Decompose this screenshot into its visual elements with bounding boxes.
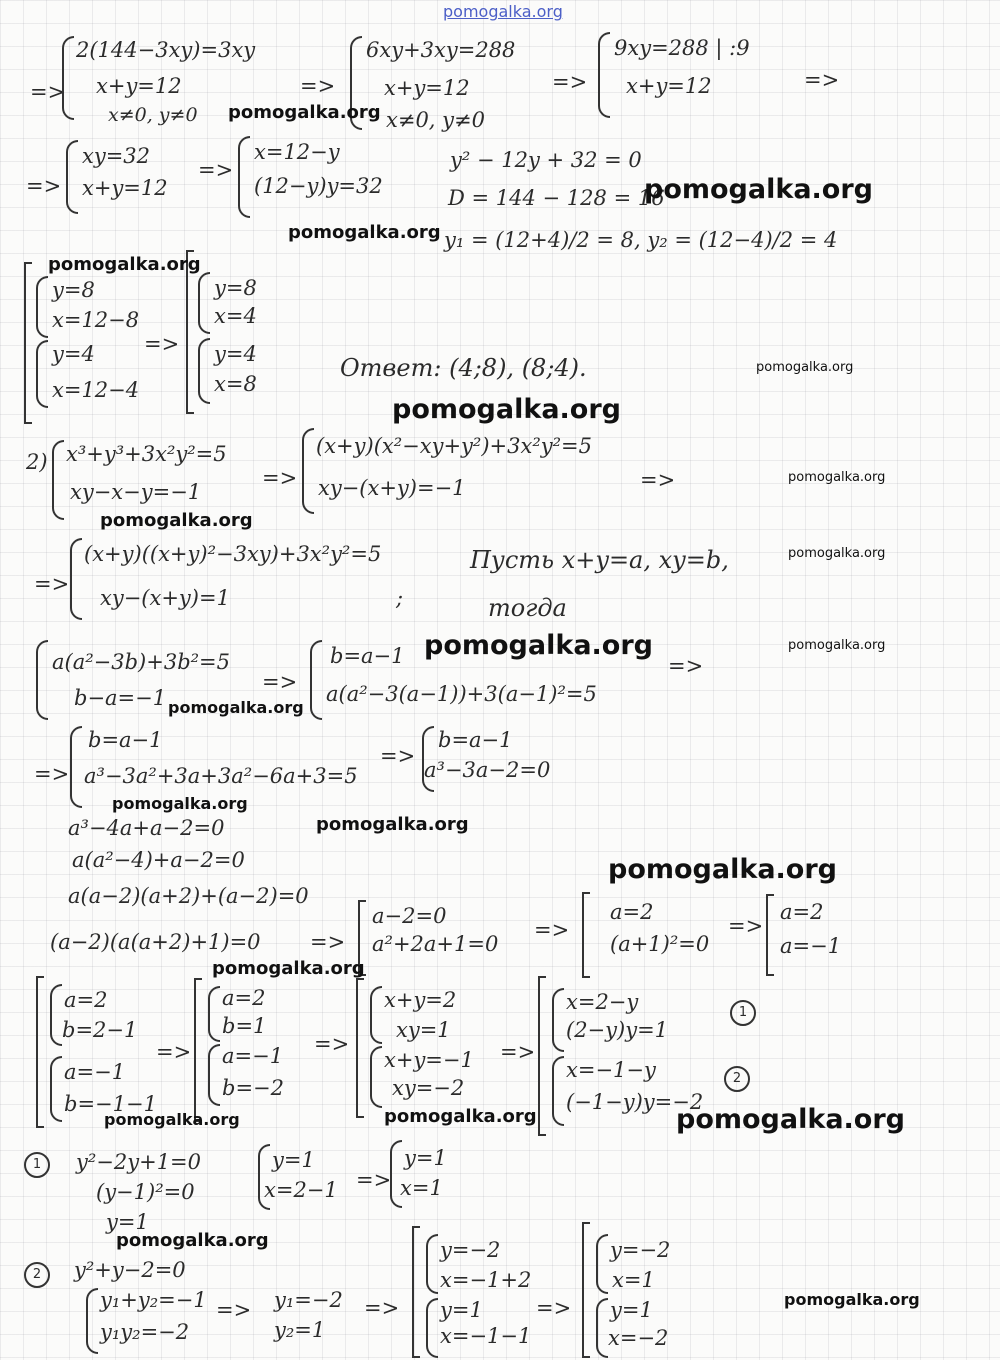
watermark: pomogalka.org — [788, 546, 886, 561]
equation: b=a−1 — [88, 728, 163, 752]
system-brace — [52, 440, 64, 520]
equation: x=−2 — [608, 1326, 669, 1350]
equation: y=1 — [106, 1210, 149, 1234]
arrow: => — [536, 1296, 572, 1320]
equation: x=1 — [612, 1268, 655, 1292]
equation: b=a−1 — [330, 644, 405, 668]
equation: x=−1+2 — [440, 1268, 532, 1292]
system-brace — [70, 538, 82, 620]
answer: Ответ: (4;8), (8;4). — [340, 354, 587, 382]
equation: a(a−2)(a+2)+(a−2)=0 — [68, 884, 309, 908]
arrow: => — [552, 70, 588, 94]
equation: y=1 — [272, 1148, 315, 1172]
arrow: => — [198, 158, 234, 182]
equation: b=a−1 — [438, 728, 513, 752]
equation: a=−1 — [780, 934, 842, 958]
set-bracket — [194, 978, 202, 1122]
arrow: => — [500, 1040, 536, 1064]
arrow: => — [804, 68, 840, 92]
arrow: => — [34, 572, 70, 596]
arrow: => — [144, 332, 180, 356]
equation: b−a=−1 — [74, 686, 167, 710]
arrow: => — [216, 1298, 252, 1322]
equation: x=8 — [214, 372, 257, 396]
equation: x=12−4 — [52, 378, 140, 402]
system-brace — [208, 1044, 220, 1106]
equation: a=2 — [610, 900, 654, 924]
equation: b=1 — [222, 1014, 267, 1038]
equation: y² − 12y + 32 = 0 — [450, 148, 642, 172]
watermark: pomogalka.org — [168, 698, 304, 717]
equation: (x+y)((x+y)²−3xy)+3x²y²=5 — [84, 542, 382, 566]
arrow: => — [156, 1040, 192, 1064]
equation: x=−1−1 — [440, 1324, 532, 1348]
equation: a=2 — [780, 900, 824, 924]
set-bracket — [766, 894, 774, 976]
equation: (−1−y)y=−2 — [566, 1090, 704, 1114]
arrow: => — [668, 654, 704, 678]
watermark: pomogalka.org — [316, 814, 469, 835]
system-brace — [370, 986, 382, 1044]
watermark: pomogalka.org — [48, 254, 201, 275]
equation: y=−2 — [440, 1238, 501, 1262]
equation: a(a²−3b)+3b²=5 — [52, 650, 231, 674]
equation: y₁+y₂=−1 — [100, 1288, 207, 1312]
equation: xy=−2 — [392, 1076, 465, 1100]
equation: b=−2 — [222, 1076, 284, 1100]
discriminant: D = 144 − 128 = 16 — [448, 186, 665, 210]
system-brace — [86, 1288, 98, 1354]
equation: a=−1 — [64, 1060, 126, 1084]
equation: a³−3a²+3a+3a²−6a+3=5 — [84, 764, 358, 788]
watermark: pomogalka.org — [644, 174, 873, 205]
equation: xy=1 — [396, 1018, 451, 1042]
system-brace — [36, 340, 48, 408]
watermark: pomogalka.org — [784, 1290, 920, 1309]
equation: x+y=−1 — [384, 1048, 474, 1072]
watermark: pomogalka.org — [212, 958, 365, 979]
equation: x=1 — [400, 1176, 443, 1200]
case-marker: 1 — [24, 1152, 50, 1178]
equation: 9xy=288 | :9 — [614, 36, 750, 60]
case-marker: 2 — [724, 1066, 750, 1092]
arrow: => — [380, 744, 416, 768]
equation: x=12−y — [254, 140, 340, 164]
system-brace — [238, 136, 250, 218]
equation: y²+y−2=0 — [74, 1258, 186, 1282]
equation: a=2 — [64, 988, 108, 1012]
equation: x+y=12 — [82, 176, 168, 200]
watermark: pomogalka.org — [392, 394, 621, 425]
equation: (a−2)(a(a+2)+1)=0 — [50, 930, 261, 954]
watermark: pomogalka.org — [288, 222, 441, 243]
equation: x+y=12 — [96, 74, 182, 98]
arrow: => — [534, 918, 570, 942]
watermark: pomogalka.org — [116, 1230, 269, 1251]
arrow: => — [364, 1296, 400, 1320]
equation: a³−3a−2=0 — [424, 758, 551, 782]
set-bracket — [36, 976, 44, 1128]
equation: xy−(x+y)=−1 — [318, 476, 466, 500]
watermark: pomogalka.org — [756, 360, 854, 375]
roots: y₁ = (12+4)/2 = 8, y₂ = (12−4)/2 = 4 — [444, 228, 838, 252]
arrow: => — [30, 80, 66, 104]
arrow: => — [640, 468, 676, 492]
system-brace — [50, 984, 62, 1046]
system-brace — [36, 276, 48, 338]
equation: x³+y³+3x²y²=5 — [66, 442, 227, 466]
arrow: => — [314, 1032, 350, 1056]
arrow: => — [262, 670, 298, 694]
system-brace — [310, 640, 322, 720]
system-brace — [552, 988, 564, 1052]
equation: x≠0, y≠0 — [108, 104, 198, 126]
equation: y₁y₂=−2 — [100, 1320, 190, 1344]
set-bracket — [412, 1226, 420, 1358]
equation: xy=32 — [82, 144, 151, 168]
system-brace — [596, 1298, 608, 1358]
equation: x=2−1 — [264, 1178, 338, 1202]
system-brace — [50, 1056, 62, 1122]
arrow: => — [356, 1168, 392, 1192]
system-brace — [302, 428, 314, 514]
equation: 6xy+3xy=288 — [366, 38, 516, 62]
equation: b=−1−1 — [64, 1092, 157, 1116]
set-bracket — [24, 262, 32, 424]
system-brace — [426, 1298, 438, 1358]
equation: x=4 — [214, 304, 257, 328]
equation: x≠0, y≠0 — [386, 108, 485, 132]
equation: x+y=12 — [626, 74, 712, 98]
equation: y=−2 — [610, 1238, 671, 1262]
equation: xy−(x+y)=1 — [100, 586, 230, 610]
equation: (y−1)²=0 — [96, 1180, 195, 1204]
system-brace — [198, 272, 210, 334]
system-brace — [370, 1046, 382, 1108]
system-brace — [70, 726, 82, 808]
watermark: pomogalka.org — [676, 1104, 905, 1135]
equation: (12−y)y=32 — [254, 174, 383, 198]
equation: y₂=1 — [274, 1318, 326, 1342]
equation: a³−4a+a−2=0 — [68, 816, 225, 840]
substitution-text: Пусть x+y=a, xy=b, — [470, 546, 729, 574]
equation: b=2−1 — [62, 1018, 138, 1042]
watermark-top[interactable]: pomogalka.org — [443, 2, 563, 21]
equation: a²+2a+1=0 — [372, 932, 499, 956]
equation: y=1 — [610, 1298, 653, 1322]
equation: (2−y)y=1 — [566, 1018, 669, 1042]
set-bracket — [582, 892, 590, 978]
watermark: pomogalka.org — [112, 794, 248, 813]
problem-number: 2) — [26, 450, 48, 474]
system-brace — [66, 140, 78, 214]
equation: (x+y)(x²−xy+y²)+3x²y²=5 — [316, 434, 592, 458]
system-brace — [598, 32, 610, 118]
equation: a=2 — [222, 986, 266, 1010]
system-brace — [596, 1234, 608, 1294]
watermark: pomogalka.org — [228, 102, 381, 123]
equation: a(a²−4)+a−2=0 — [72, 848, 245, 872]
watermark: pomogalka.org — [104, 1110, 240, 1129]
then-text: тогда — [488, 594, 567, 622]
watermark: pomogalka.org — [788, 470, 886, 485]
case-marker: 2 — [24, 1262, 50, 1288]
equation: x=−1−y — [566, 1058, 656, 1082]
arrow: => — [310, 930, 346, 954]
equation: x+y=2 — [384, 988, 457, 1012]
watermark: pomogalka.org — [788, 638, 886, 653]
equation: x+y=12 — [384, 76, 470, 100]
equation: y=1 — [440, 1298, 483, 1322]
equation: y₁=−2 — [274, 1288, 343, 1312]
arrow: => — [262, 466, 298, 490]
equation: y²−2y+1=0 — [76, 1150, 202, 1174]
set-bracket — [582, 1222, 590, 1358]
watermark: pomogalka.org — [608, 854, 837, 885]
equation: (a+1)²=0 — [610, 932, 710, 956]
watermark: pomogalka.org — [384, 1106, 537, 1127]
system-brace — [62, 36, 74, 120]
set-bracket — [356, 978, 364, 1118]
arrow: => — [26, 174, 62, 198]
system-brace — [426, 1234, 438, 1294]
equation: y=8 — [214, 276, 257, 300]
equation: xy−x−y=−1 — [70, 480, 202, 504]
equation: x=2−y — [566, 990, 639, 1014]
system-brace — [198, 338, 210, 404]
equation: y=4 — [214, 342, 257, 366]
watermark: pomogalka.org — [424, 630, 653, 661]
system-brace — [552, 1056, 564, 1126]
arrow: => — [34, 762, 70, 786]
set-bracket — [538, 976, 546, 1136]
system-brace — [208, 986, 220, 1042]
case-marker: 1 — [730, 1000, 756, 1026]
equation: y=4 — [52, 342, 95, 366]
arrow: => — [728, 914, 764, 938]
equation: y=1 — [404, 1146, 447, 1170]
arrow: => — [300, 74, 336, 98]
system-brace — [36, 640, 48, 720]
semicolon: ; — [396, 586, 404, 610]
equation: a=−1 — [222, 1044, 284, 1068]
equation: x=12−8 — [52, 308, 140, 332]
equation: y=8 — [52, 278, 95, 302]
equation: a(a²−3(a−1))+3(a−1)²=5 — [326, 682, 597, 706]
equation: a−2=0 — [372, 904, 447, 928]
watermark: pomogalka.org — [100, 510, 253, 531]
equation: 2(144−3xy)=3xy — [76, 38, 256, 62]
